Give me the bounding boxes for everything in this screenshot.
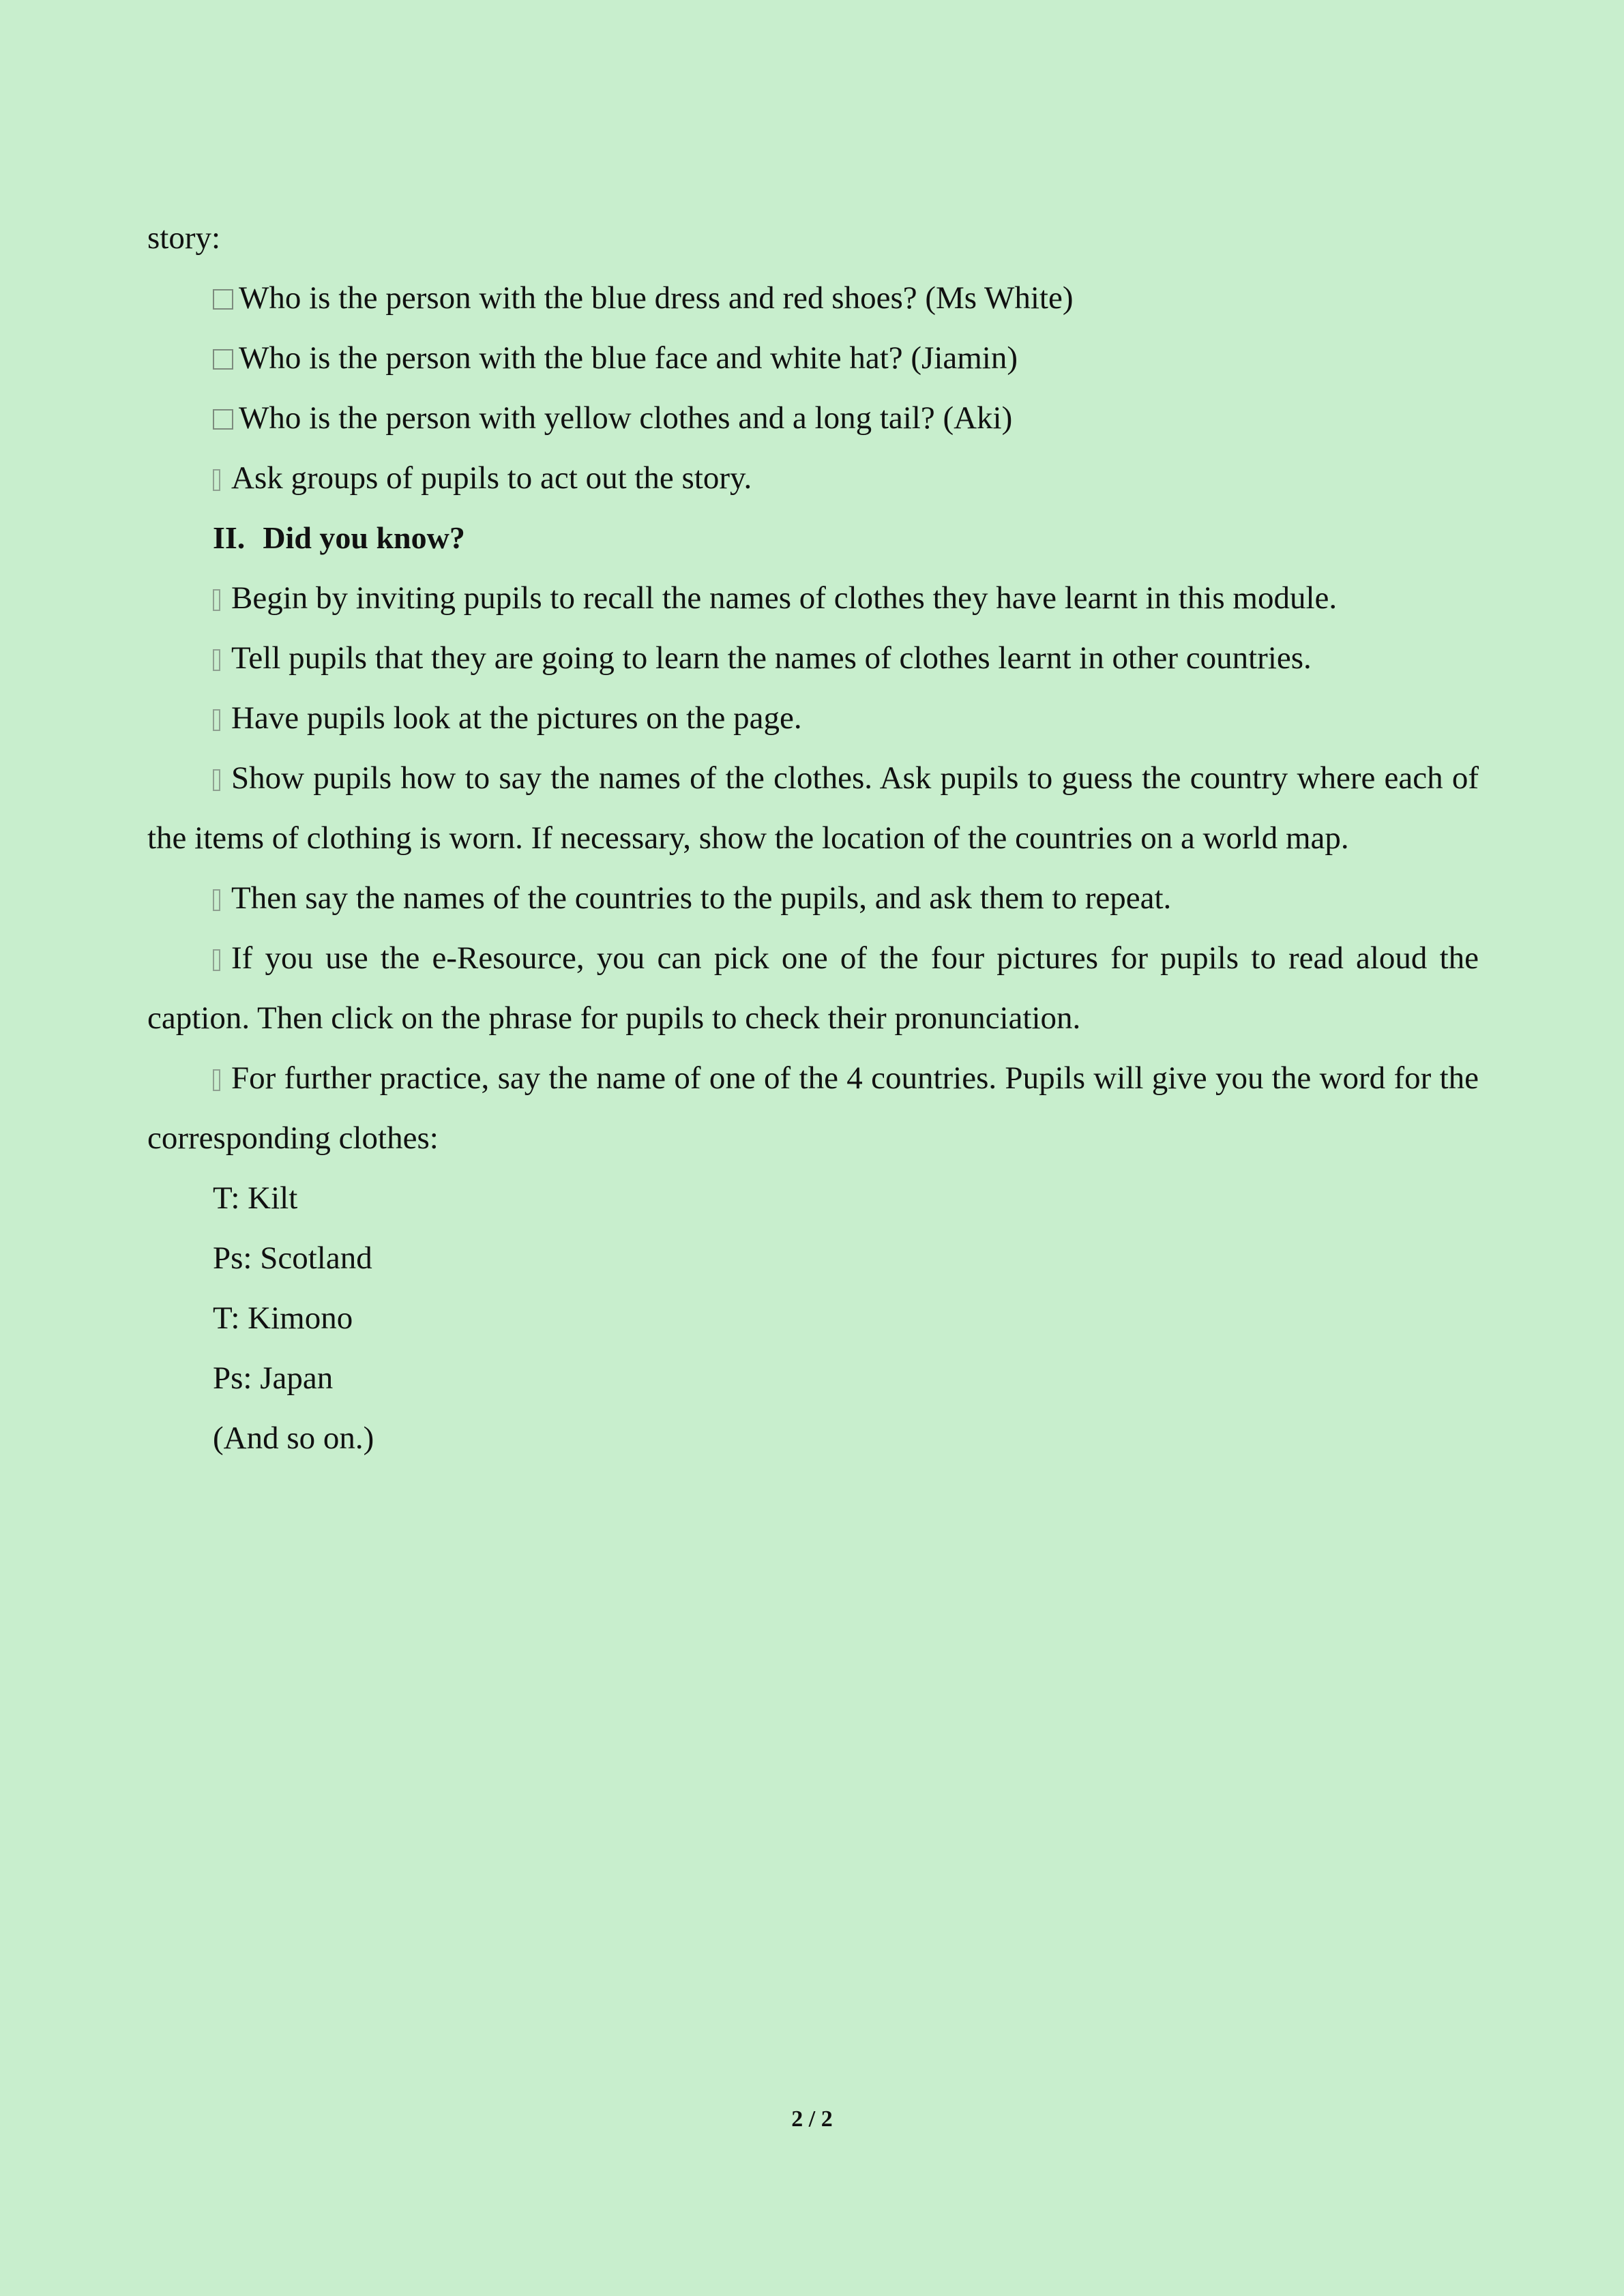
- section-title: Did you know?: [263, 520, 465, 555]
- dialogue-line: Ps: Japan: [213, 1360, 334, 1396]
- list-item: [147, 568, 1479, 628]
- checkbox-icon: [213, 349, 233, 370]
- list-item: [147, 688, 1479, 748]
- intro-text: story:: [147, 220, 221, 256]
- closing-text: (And so on.): [213, 1420, 374, 1456]
- question-text: Who is the person with yellow clothes and a long tail? (Aki): [239, 400, 1013, 436]
- bullet-icon: [213, 769, 220, 791]
- list-item: [147, 748, 1479, 868]
- bullet-icon: [213, 649, 220, 671]
- dialogue-line: T: Kimono: [213, 1300, 353, 1336]
- dialogue-line: T: Kilt: [213, 1180, 298, 1216]
- bullet-icon: [213, 949, 220, 971]
- step-text: Have pupils look at the pictures on the page.: [231, 700, 802, 736]
- bullet-icon: [213, 1069, 220, 1091]
- question-text: Who is the person with the blue face and white hat? (Jiamin): [239, 340, 1018, 376]
- list-item: [147, 868, 1479, 928]
- step-text: If you use the e-Resource, you can pick one of the four pictures for pupils to read aloud the caption. Then click on the phrase for pupils to check their pronunciation.: [147, 940, 1479, 1036]
- bullet-icon: [213, 889, 220, 911]
- section-heading: [147, 508, 1479, 568]
- section-number: II.: [213, 520, 246, 555]
- step-text: Tell pupils that they are going to learn the names of clothes learnt in other countries.: [231, 640, 1312, 676]
- bullet-icon: [213, 469, 220, 491]
- question-text: Who is the person with the blue dress and red shoes? (Ms White): [239, 280, 1074, 316]
- question-item: [147, 328, 1479, 388]
- list-item: [147, 1048, 1479, 1168]
- act-out-text: Ask groups of pupils to act out the story.: [231, 460, 752, 496]
- list-item: [147, 928, 1479, 1048]
- list-item: [147, 448, 1479, 508]
- question-item: [147, 268, 1479, 328]
- question-item: [147, 388, 1479, 448]
- step-text: For further practice, say the name of one of the 4 countries. Pupils will give you the word for the corresponding clothes:: [147, 1060, 1479, 1156]
- step-text: Begin by inviting pupils to recall the names of clothes they have learnt in this module.: [231, 580, 1338, 616]
- bullet-icon: [213, 709, 220, 731]
- checkbox-icon: [213, 409, 233, 430]
- list-item: [147, 628, 1479, 688]
- dialogue-line: Ps: Scotland: [213, 1240, 372, 1276]
- step-text: Then say the names of the countries to the pupils, and ask them to repeat.: [231, 880, 1172, 916]
- document-page: [147, 208, 1479, 1468]
- step-text: Show pupils how to say the names of the clothes. Ask pupils to guess the country where each of the items of clothing is worn. If necessary, show the location of the countries on a world map.: [147, 760, 1479, 856]
- checkbox-icon: [213, 289, 233, 310]
- bullet-icon: [213, 589, 220, 611]
- page-number: 2 / 2: [791, 2106, 833, 2132]
